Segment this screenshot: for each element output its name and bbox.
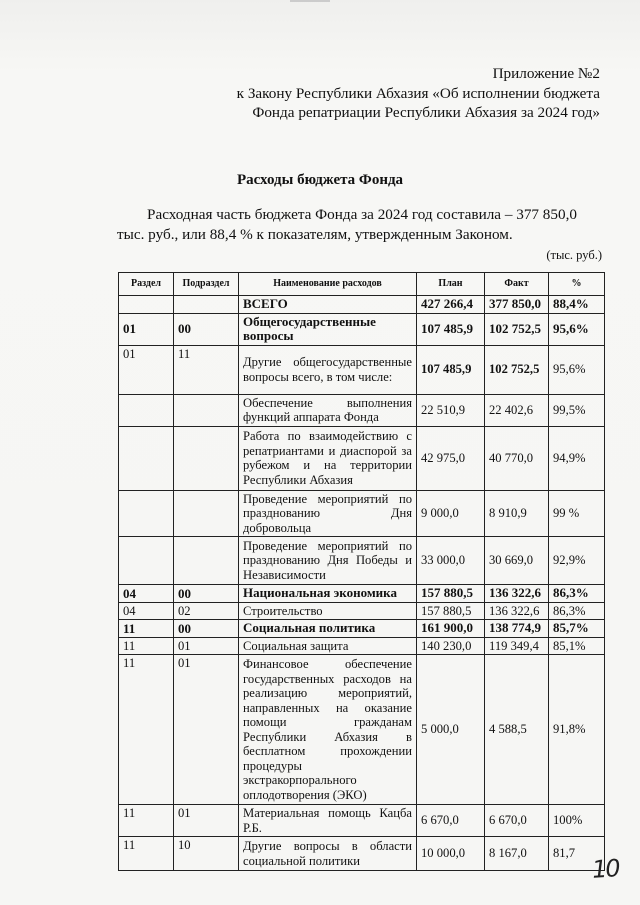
cell-subsection: [174, 296, 239, 314]
table-row: [119, 537, 605, 585]
cell-name: Национальная экономика: [239, 585, 417, 603]
cell-fact: 4 588,5: [485, 655, 549, 805]
table-row: [119, 602, 605, 620]
cell-fact: 377 850,0: [485, 296, 549, 314]
cell-section: 01: [119, 345, 174, 394]
cell-plan: 157 880,5: [417, 602, 485, 620]
cell-percent: 100%: [549, 805, 605, 837]
cell-name: Работа по взаимодействию с репатриантами и диаспорой за рубежом и на территории Республики Абхазия: [239, 426, 417, 490]
cell-plan: 9 000,0: [417, 490, 485, 537]
handwritten-page-number: 10: [591, 854, 620, 884]
appendix-header: [237, 64, 600, 123]
table-row: [119, 394, 605, 426]
cell-name: Проведение мероприятий по празднованию Дня добровольца: [239, 490, 417, 537]
cell-subsection: 00: [174, 585, 239, 603]
cell-name: Строительство: [239, 602, 417, 620]
table-row: [119, 837, 605, 871]
cell-name: Обеспечение выполнения функций аппарата Фонда: [239, 394, 417, 426]
cell-subsection: 01: [174, 637, 239, 655]
cell-plan: 140 230,0: [417, 637, 485, 655]
cell-name: Другие вопросы в области социальной политики: [239, 837, 417, 871]
cell-percent: 94,9%: [549, 426, 605, 490]
cell-plan: 161 900,0: [417, 620, 485, 638]
cell-name: Материальная помощь Кацба Р.Б.: [239, 805, 417, 837]
table-row: [119, 620, 605, 638]
cell-plan: 42 975,0: [417, 426, 485, 490]
cell-subsection: [174, 394, 239, 426]
cell-fact: 30 669,0: [485, 537, 549, 585]
cell-percent: 92,9%: [549, 537, 605, 585]
intro-paragraph: [117, 205, 604, 244]
cell-subsection: 11: [174, 345, 239, 394]
cell-plan: 22 510,9: [417, 394, 485, 426]
cell-section: [119, 537, 174, 585]
cell-section: 01: [119, 313, 174, 345]
cell-percent: 86,3%: [549, 585, 605, 603]
cell-section: 04: [119, 585, 174, 603]
appendix-line: Фонда репатриации Республики Абхазия за 2024 год»: [252, 104, 600, 121]
appendix-line: Приложение №2: [492, 65, 600, 82]
document-title: Расходы бюджета Фонда: [236, 172, 404, 188]
cell-percent: 88,4%: [549, 296, 605, 314]
column-header-name: Наименование расходов: [239, 273, 417, 296]
cell-section: [119, 490, 174, 537]
appendix-line: к Закону Республики Абхазия «Об исполнении бюджета: [236, 84, 600, 102]
cell-section: [119, 394, 174, 426]
cell-percent: 99,5%: [549, 394, 605, 426]
cell-subsection: 00: [174, 620, 239, 638]
cell-fact: 6 670,0: [485, 805, 549, 837]
table-row: [119, 805, 605, 837]
cell-plan: 427 266,4: [417, 296, 485, 314]
cell-plan: 157 880,5: [417, 585, 485, 603]
cell-percent: 99 %: [549, 490, 605, 537]
table-row: [119, 313, 605, 345]
table-row: [119, 585, 605, 603]
cell-fact: 102 752,5: [485, 313, 549, 345]
cell-name: Финансовое обеспечение государственных расходов на реализацию мероприятий, направленных на оказание помощи гражданам Республики Абхазия в бесплатном прохождении процедуры экстракорпорального оплодотворения (ЭКО): [239, 655, 417, 805]
cell-fact: 22 402,6: [485, 394, 549, 426]
cell-section: 11: [119, 655, 174, 805]
cell-percent: 85,7%: [549, 620, 605, 638]
cell-fact: 40 770,0: [485, 426, 549, 490]
cell-fact: 8 167,0: [485, 837, 549, 871]
column-header-percent: %: [549, 273, 605, 296]
cell-subsection: [174, 537, 239, 585]
intro-line-2: тыс. руб., или 88,4 % к показателям, утвержденным Законом.: [117, 225, 513, 243]
table-row: [119, 345, 605, 394]
table-row: [119, 426, 605, 490]
cell-percent: 81,7: [549, 837, 605, 871]
cell-subsection: 01: [174, 655, 239, 805]
cell-percent: 85,1%: [549, 637, 605, 655]
cell-section: 11: [119, 620, 174, 638]
cell-section: 11: [119, 805, 174, 837]
cell-fact: 119 349,4: [485, 637, 549, 655]
cell-name: Общегосударственные вопросы: [239, 313, 417, 345]
cell-section: 11: [119, 637, 174, 655]
cell-plan: 6 670,0: [417, 805, 485, 837]
cell-fact: 136 322,6: [485, 602, 549, 620]
cell-section: 11: [119, 837, 174, 871]
table-row: [119, 637, 605, 655]
cell-percent: 91,8%: [549, 655, 605, 805]
cell-name: Социальная политика: [239, 620, 417, 638]
table-row: [119, 296, 605, 314]
cell-subsection: 02: [174, 602, 239, 620]
cell-percent: 86,3%: [549, 602, 605, 620]
cell-name: Социальная защита: [239, 637, 417, 655]
cell-plan: 107 485,9: [417, 345, 485, 394]
table-row: [119, 490, 605, 537]
cell-plan: 107 485,9: [417, 313, 485, 345]
column-header-subsection: Подраздел: [174, 273, 239, 296]
cell-subsection: 10: [174, 837, 239, 871]
column-header-plan: План: [417, 273, 485, 296]
expenses-table: [118, 272, 605, 871]
cell-name: ВСЕГО: [239, 296, 417, 314]
intro-line-1: Расходная часть бюджета Фонда за 2024 год составила – 377 850,0: [147, 206, 577, 223]
cell-subsection: 01: [174, 805, 239, 837]
cell-name: Проведение мероприятий по празднованию Дня Победы и Независимости: [239, 537, 417, 585]
cell-plan: 5 000,0: [417, 655, 485, 805]
cell-section: [119, 296, 174, 314]
cell-section: 04: [119, 602, 174, 620]
column-header-section: Раздел: [119, 273, 174, 296]
cell-fact: 8 910,9: [485, 490, 549, 537]
cell-name: Другие общегосударственные вопросы всего, в том числе:: [239, 345, 417, 394]
table-body: [119, 296, 605, 871]
scan-artifact: [290, 0, 330, 2]
cell-subsection: [174, 426, 239, 490]
cell-subsection: [174, 490, 239, 537]
units-label: (тыс. руб.): [546, 248, 602, 262]
cell-percent: 95,6%: [549, 313, 605, 345]
cell-percent: 95,6%: [549, 345, 605, 394]
table-row: [119, 655, 605, 805]
cell-fact: 136 322,6: [485, 585, 549, 603]
cell-plan: 33 000,0: [417, 537, 485, 585]
cell-fact: 102 752,5: [485, 345, 549, 394]
column-header-fact: Факт: [485, 273, 549, 296]
cell-section: [119, 426, 174, 490]
cell-fact: 138 774,9: [485, 620, 549, 638]
table-header-row: [119, 273, 605, 296]
cell-plan: 10 000,0: [417, 837, 485, 871]
cell-subsection: 00: [174, 313, 239, 345]
